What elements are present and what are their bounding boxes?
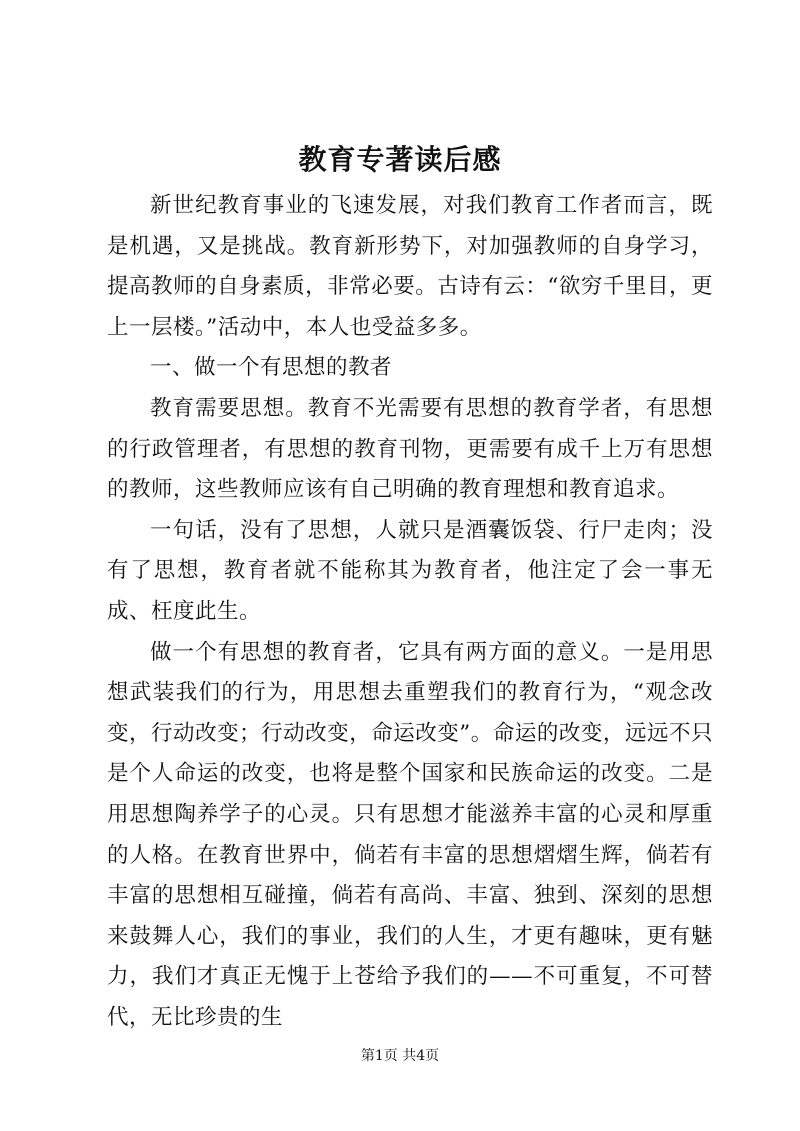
paragraph-intro: 新世纪教育事业的飞速发展，对我们教育工作者而言，既是机遇，又是挑战。教育新形势下，对加强教师的自身学习，提高教师的自身素质，非常必要。古诗有云：“欲穷千里目，更上一层楼。”活动中，本人也受益多多。 bbox=[107, 193, 713, 340]
page-number-footer: 第1页 共4页 bbox=[360, 1048, 440, 1064]
document-title: 教育专著读后感 bbox=[298, 143, 502, 176]
paragraph: 一句话，没有了思想，人就只是酒囊饭袋、行尸走肉；没有了思想，教育者就不能称其为教育者，他注定了会一事无成、枉度此生。 bbox=[107, 517, 713, 624]
section-heading: 一、做一个有思想的教者 bbox=[150, 355, 393, 381]
paragraph: 做一个有思想的教育者，它具有两方面的意义。一是用思想武装我们的行为，用思想去重塑我们的教育行为，“观念改变，行动改变；行动改变，命运改变”。命运的改变，远远不只是个人命运的改变，也将是整个国家和民族命运的改变。二是用思想陶养学子的心灵。只有思想才能滋养丰富的心灵和厚重的人格。在教育世界中，倘若有丰富的思想熠熠生辉，倘若有丰富的思想相互碰撞，倘若有高尚、丰富、独到、深刻的思想来鼓舞人心，我们的事业，我们的人生，才更有趣味，更有魅力，我们才真正无愧于上苍给予我们的——不可重复，不可替代，无比珍贵的生 bbox=[107, 639, 713, 1030]
document-body bbox=[107, 186, 713, 1038]
paragraph: 教育需要思想。教育不光需要有思想的教育学者，有思想的行政管理者，有思想的教育刊物，更需要有成千上万有思想的教师，这些教师应该有自己明确的教育理想和教育追求。 bbox=[107, 395, 713, 503]
